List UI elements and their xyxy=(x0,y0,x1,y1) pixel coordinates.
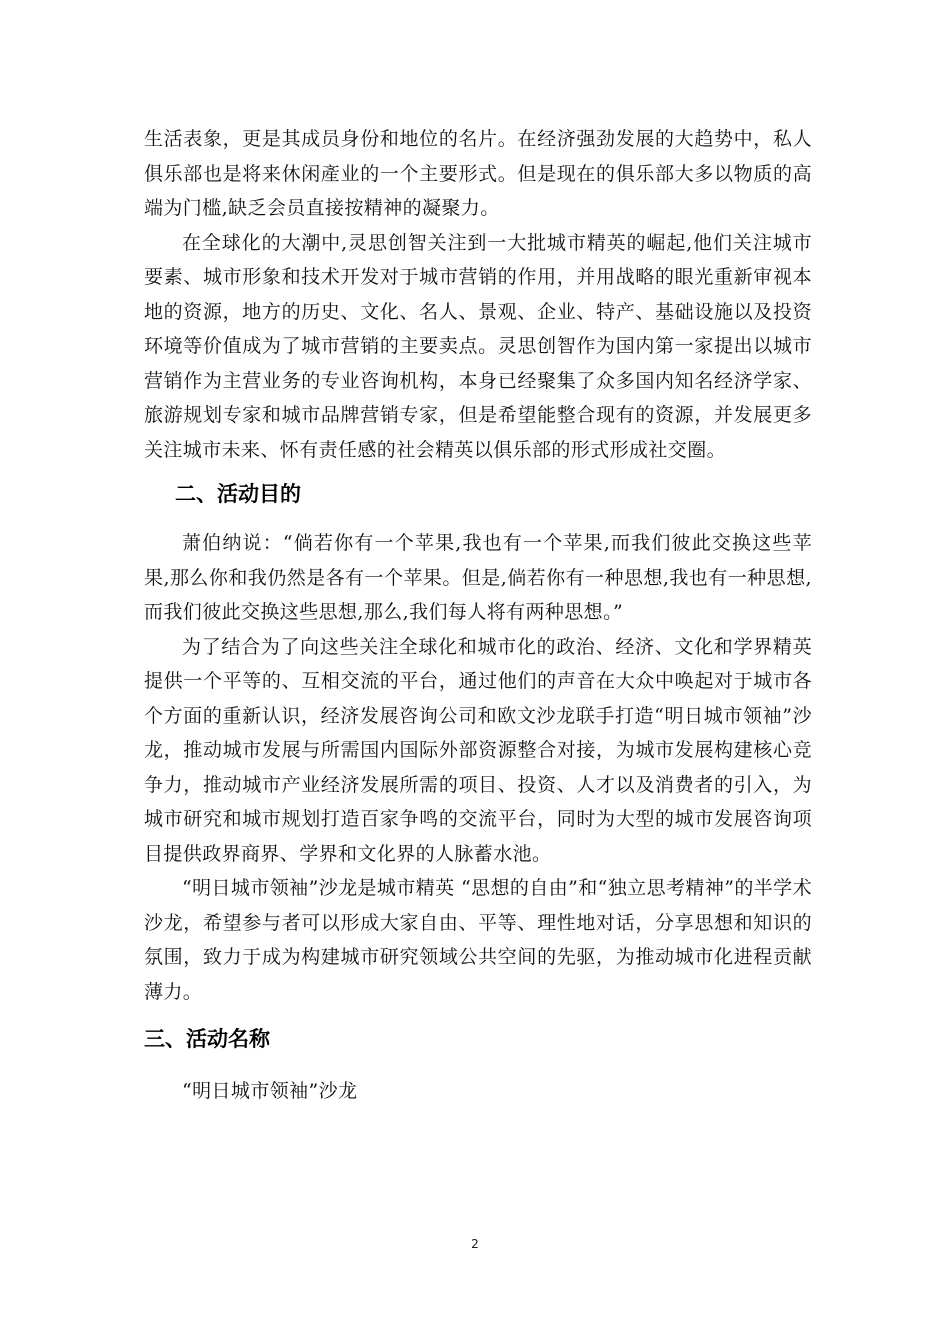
paragraph-platform-purpose: 为了结合为了向这些关注全球化和城市化的政治、经济、文化和学界精英提供一个平等的、互相交流的平台，通过他们的声音在大众中唤起对于城市各个方面的重新认识，经济发展咨询公司和欧文沙龙联手打造“明日城市领袖”沙龙，推动城市发展与所需国内国际外部资源整合对接，为城市发展构建核心竞争力，推动城市产业经济发展所需的项目、投资、人才以及消费者的引入，为城市研究和城市规划打造百家争鸣的交流平台，同时为大型的城市发展咨询项目提供政界商界、学界和文化界的人脉蓄水池。 xyxy=(144,635,812,865)
paragraph-shaw-quote: 萧伯纳说：“倘若你有一个苹果,我也有一个苹果,而我们彼此交换这些苹果,那么你和我仍然是各有一个苹果。但是,倘若你有一种思想,我也有一种思想,而我们彼此交换这些思想,那么,我们每人将有两种思想。” xyxy=(144,532,812,623)
paragraph-activity-name: “明日城市领袖”沙龙 xyxy=(182,1080,358,1102)
heading-activity-name: 三、活动名称 xyxy=(144,1027,270,1051)
paragraph-urban-elites: 在全球化的大潮中,灵思创智关注到一大批城市精英的崛起,他们关注城市要素、城市形象和技术开发对于城市营销的作用，并用战略的眼光重新审视本地的资源，地方的历史、文化、名人、景观、企业、特产、基础设施以及投资环境等价值成为了城市营销的主要卖点。灵思创智作为国内第一家提出以城市营销作为主营业务的专业咨询机构，本身已经聚集了众多国内知名经济学家、旅游规划专家和城市品牌营销专家，但是希望能整合现有的资源，并发展更多关注城市未来、怀有责任感的社会精英以俱乐部的形式形成社交圈。 xyxy=(144,231,812,461)
document-body xyxy=(144,122,812,1109)
paragraph-club-background: 生活表象，更是其成员身份和地位的名片。在经济强劲发展的大趋势中，私人俱乐部也是将来休闲產业的一个主要形式。但是现在的俱乐部大多以物质的高端为门槛,缺乏会员直接按精神的凝聚力。 xyxy=(144,128,812,219)
page-number: 2 xyxy=(471,1237,479,1251)
paragraph-salon-description: “明日城市领袖”沙龙是城市精英 “思想的自由”和“独立思考精神”的半学术沙龙，希望参与者可以形成大家自由、平等、理性地对话，分享思想和知识的氛围，致力于成为构建城市研究领域公共空间的先驱，为推动城市化进程贡献薄力。 xyxy=(144,877,812,1003)
heading-activity-purpose: 二、活动目的 xyxy=(175,482,301,506)
